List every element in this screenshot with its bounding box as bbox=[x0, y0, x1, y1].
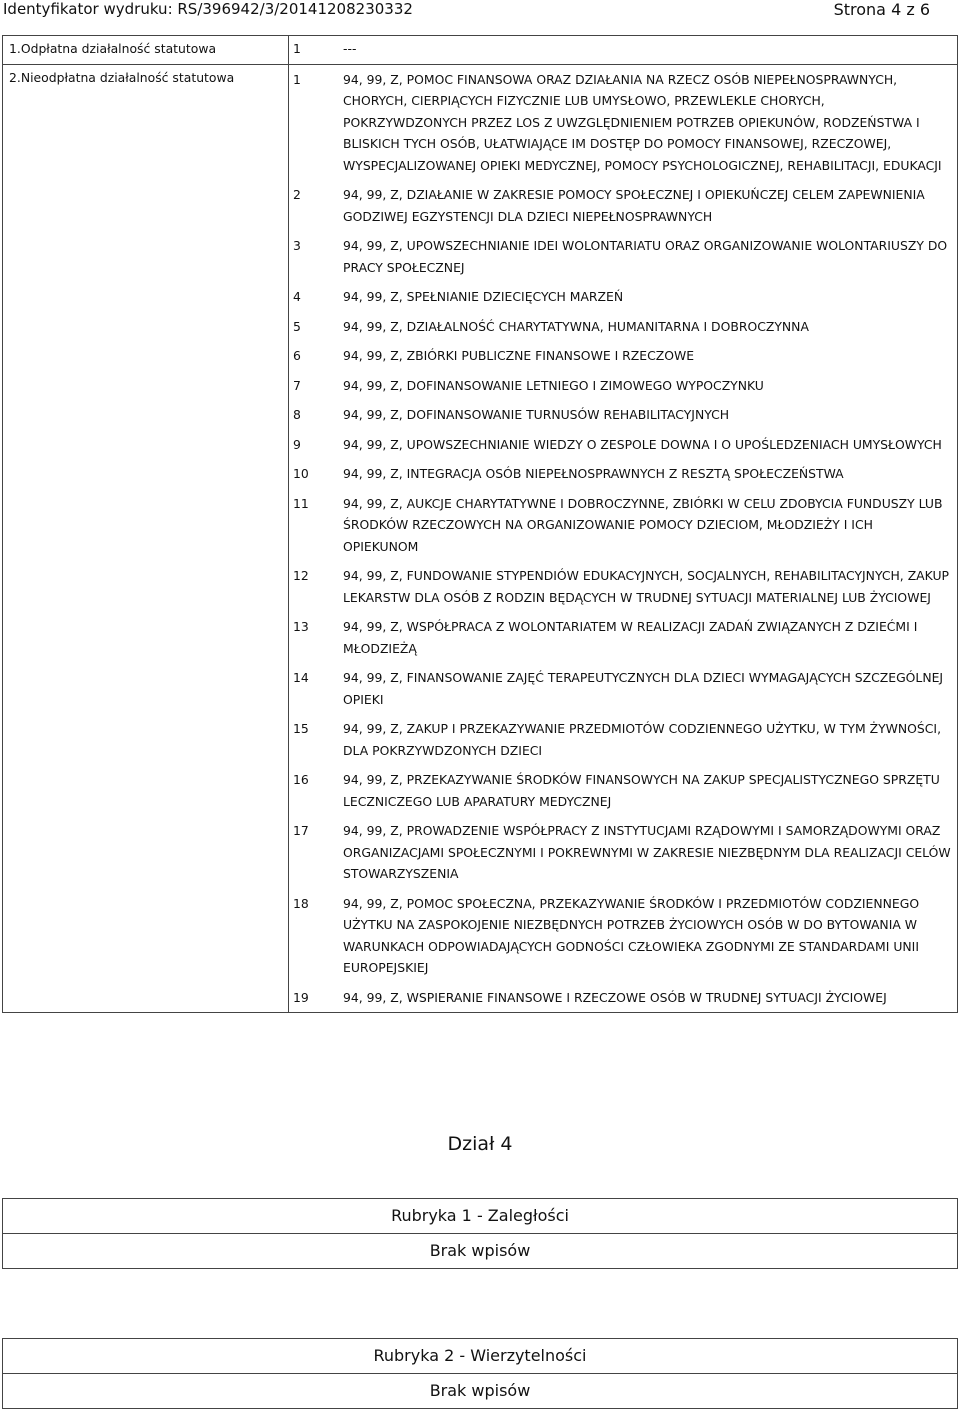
activity-item-number: 6 bbox=[293, 348, 301, 363]
activity-item bbox=[289, 983, 957, 1013]
activities-table-body bbox=[3, 36, 958, 1013]
activity-item-number: 17 bbox=[293, 823, 309, 838]
activity-item-number: 16 bbox=[293, 772, 309, 787]
activity-item-text: 94, 99, Z, PROWADZENIE WSPÓŁPRACY Z INSTYTUCJAMI RZĄDOWYMI I SAMORZĄDOWYMI ORAZ ORGANIZACJAMI SPOŁECZNYMI I POKREWNYMI W ZAKRESIE NIEZBĘDNYM DLA REALIZACJI CELÓW STOWARZYSZENIA bbox=[343, 823, 951, 881]
page-number: Strona 4 z 6 bbox=[833, 0, 930, 19]
activity-item-number: 8 bbox=[293, 407, 301, 422]
activity-item-number: 5 bbox=[293, 318, 301, 334]
activity-item-text: 94, 99, Z, DOFINANSOWANIE LETNIEGO I ZIMOWEGO WYPOCZYNKU bbox=[343, 377, 764, 393]
activity-label: 2.Nieodpłatna działalność statutowa bbox=[3, 64, 289, 1013]
activity-item bbox=[289, 889, 957, 983]
activity-item-number: 18 bbox=[293, 895, 309, 911]
activity-item bbox=[289, 561, 957, 612]
activity-item-text: 94, 99, Z, SPEŁNIANIE DZIECIĘCYCH MARZEŃ bbox=[343, 289, 624, 304]
activity-item bbox=[289, 312, 957, 342]
activity-item bbox=[289, 231, 957, 282]
activity-item-number: 4 bbox=[293, 289, 301, 304]
activity-item bbox=[289, 663, 957, 714]
activity-item-number: 2 bbox=[293, 187, 301, 202]
rubryka-value: Brak wpisów bbox=[429, 1381, 531, 1400]
rubryka-wierzytelnosci bbox=[2, 1338, 958, 1409]
activity-item bbox=[289, 714, 957, 765]
activity-item-number: 12 bbox=[293, 568, 309, 583]
activity-item-number: 1 bbox=[293, 71, 301, 87]
activity-item bbox=[289, 459, 957, 489]
activity-items bbox=[289, 36, 958, 65]
activity-item-text: 94, 99, Z, DOFINANSOWANIE TURNUSÓW REHABILITACYJNYCH bbox=[343, 407, 730, 422]
activity-item-text: 94, 99, Z, WSPIERANIE FINANSOWE I RZECZOWE OSÓB W TRUDNEJ SYTUACJI ŻYCIOWEJ bbox=[343, 989, 887, 1005]
activity-item-text: 94, 99, Z, FUNDOWANIE STYPENDIÓW EDUKACYJNYCH, SOCJALNYCH, REHABILITACYJNYCH, ZAKUP LEKARSTW DLA OSÓB Z RODZIN BĘDĄCYCH W TRUDNEJ SYTUACJI MATERIALNEJ LUB ŻYCIOWEJ bbox=[343, 568, 949, 605]
activity-item-number: 11 bbox=[293, 495, 309, 511]
activity-item-text: 94, 99, Z, UPOWSZECHNIANIE IDEI WOLONTARIATU ORAZ ORGANIZOWANIE WOLONTARIUSZY DO PRACY SPOŁECZNEJ bbox=[343, 238, 948, 275]
activity-item-text: 94, 99, Z, PRZEKAZYWANIE ŚRODKÓW FINANSOWYCH NA ZAKUP SPECJALISTYCZNEGO SPRZĘTU LECZNICZEGO LUB APARATURY MEDYCZNEJ bbox=[343, 772, 940, 809]
activity-item-number: 9 bbox=[293, 436, 301, 452]
activity-item bbox=[289, 430, 957, 460]
page-header bbox=[0, 0, 960, 22]
activity-item bbox=[289, 765, 957, 816]
activity-item bbox=[289, 489, 957, 562]
activity-item-text: 94, 99, Z, UPOWSZECHNIANIE WIEDZY O ZESPOLE DOWNA I O UPOŚLEDZENIACH UMYSŁOWYCH bbox=[343, 436, 942, 452]
activity-item bbox=[289, 282, 957, 312]
activity-item-text: 94, 99, Z, AUKCJE CHARYTATYWNE I DOBROCZYNNE, ZBIÓRKI W CELU ZDOBYCIA FUNDUSZY LUB ŚRODKÓW RZECZOWYCH NA ORGANIZOWANIE POMOCY DZIECIOM, MŁODZIEŻY I ICH OPIEKUNOM bbox=[343, 495, 943, 554]
activity-items bbox=[289, 64, 958, 1013]
activity-item-number: 1 bbox=[293, 41, 301, 56]
activity-item-text: --- bbox=[343, 41, 357, 56]
activity-row bbox=[3, 36, 958, 65]
activity-item-text: 94, 99, Z, ZBIÓRKI PUBLICZNE FINANSOWE I RZECZOWE bbox=[343, 348, 695, 363]
activity-item bbox=[289, 341, 957, 371]
activity-item-text: 94, 99, Z, DZIAŁANIE W ZAKRESIE POMOCY SPOŁECZNEJ I OPIEKUŃCZEJ CELEM ZAPEWNIENIA GODZIWEJ EGZYSTENCJI DLA DZIECI NIEPEŁNOSPRAWNYCH bbox=[343, 187, 925, 224]
activity-item-text: 94, 99, Z, FINANSOWANIE ZAJĘĆ TERAPEUTYCZNYCH DLA DZIECI WYMAGAJĄCYCH SZCZEGÓLNEJ OPIEKI bbox=[343, 670, 944, 707]
activity-item bbox=[289, 371, 957, 401]
activity-row bbox=[3, 64, 958, 1013]
activity-item-number: 3 bbox=[293, 238, 301, 253]
rubryka-zaleglosci bbox=[2, 1198, 958, 1269]
activity-item bbox=[289, 400, 957, 430]
activity-item bbox=[289, 180, 957, 231]
activity-item bbox=[289, 36, 957, 64]
rubryka-title: Rubryka 1 - Zaległości bbox=[3, 1199, 957, 1234]
activity-item-text: 94, 99, Z, ZAKUP I PRZEKAZYWANIE PRZEDMIOTÓW CODZIENNEGO UŻYTKU, W TYM ŻYWNOŚCI, DLA POKRZYWDZONYCH DZIECI bbox=[343, 721, 942, 758]
activity-item-text: 94, 99, Z, WSPÓŁPRACA Z WOLONTARIATEM W REALIZACJI ZADAŃ ZWIĄZANYCH Z DZIEĆMI I MŁODZIEŻĄ bbox=[343, 619, 918, 656]
activity-item-text: 94, 99, Z, POMOC FINANSOWA ORAZ DZIAŁANIA NA RZECZ OSÓB NIEPEŁNOSPRAWNYCH, CHORYCH, CIERPIĄCYCH FIZYCZNIE LUB UMYSŁOWO, PRZEWLEKLE CHORYCH, POKRZYWDZONYCH PRZEZ LOS Z UWZGLĘDNIENIEM POTRZEB OPIEKUNÓW, RODZEŃSTWA I BLISKICH TYCH OSÓB, UŁATWIAJĄCE IM DOSTĘP DO POMOCY FINANSOWEJ, RZECZOWEJ, WYSPECJALIZOWANEJ OPIEKI MEDYCZNEJ, POMOCY PSYCHOLOGICZNEJ, REHABILITACJI, EDUKACJI bbox=[343, 71, 942, 173]
activity-item-number: 7 bbox=[293, 377, 301, 393]
activity-item-number: 19 bbox=[293, 989, 309, 1005]
activities-table bbox=[2, 35, 958, 1013]
activity-item-text: 94, 99, Z, POMOC SPOŁECZNA, PRZEKAZYWANIE ŚRODKÓW I PRZEDMIOTÓW CODZIENNEGO UŻYTKU NA ZASPOKOJENIE NIEZBĘDNYCH POTRZEB ŻYCIOWYCH OSÓB W DO BYTOWANIA W WARUNKACH ODPOWIADAJĄCYCH GODNOŚCI CZŁOWIEKA ZGODNYMI ZE STANDARDAMI UNII EUROPEJSKIEJ bbox=[343, 895, 920, 975]
rubryka-title: Rubryka 2 - Wierzytelności bbox=[3, 1339, 957, 1374]
activity-item bbox=[289, 816, 957, 889]
activity-item bbox=[289, 612, 957, 663]
rubryka-value: Brak wpisów bbox=[429, 1241, 531, 1260]
activity-item-text: 94, 99, Z, INTEGRACJA OSÓB NIEPEŁNOSPRAWNYCH Z RESZTĄ SPOŁECZEŃSTWA bbox=[343, 466, 844, 481]
activity-item-number: 13 bbox=[293, 619, 309, 634]
print-identifier: Identyfikator wydruku: RS/396942/3/20141208230332 bbox=[3, 0, 413, 18]
activity-item bbox=[289, 65, 957, 181]
activity-item-text: 94, 99, Z, DZIAŁALNOŚĆ CHARYTATYWNA, HUMANITARNA I DOBROCZYNNA bbox=[343, 318, 809, 334]
activity-item-number: 15 bbox=[293, 721, 309, 736]
activity-item-number: 14 bbox=[293, 670, 309, 685]
section-title: Dział 4 bbox=[447, 1133, 513, 1155]
activity-label: 1.Odpłatna działalność statutowa bbox=[3, 36, 289, 65]
activity-item-number: 10 bbox=[293, 466, 309, 481]
